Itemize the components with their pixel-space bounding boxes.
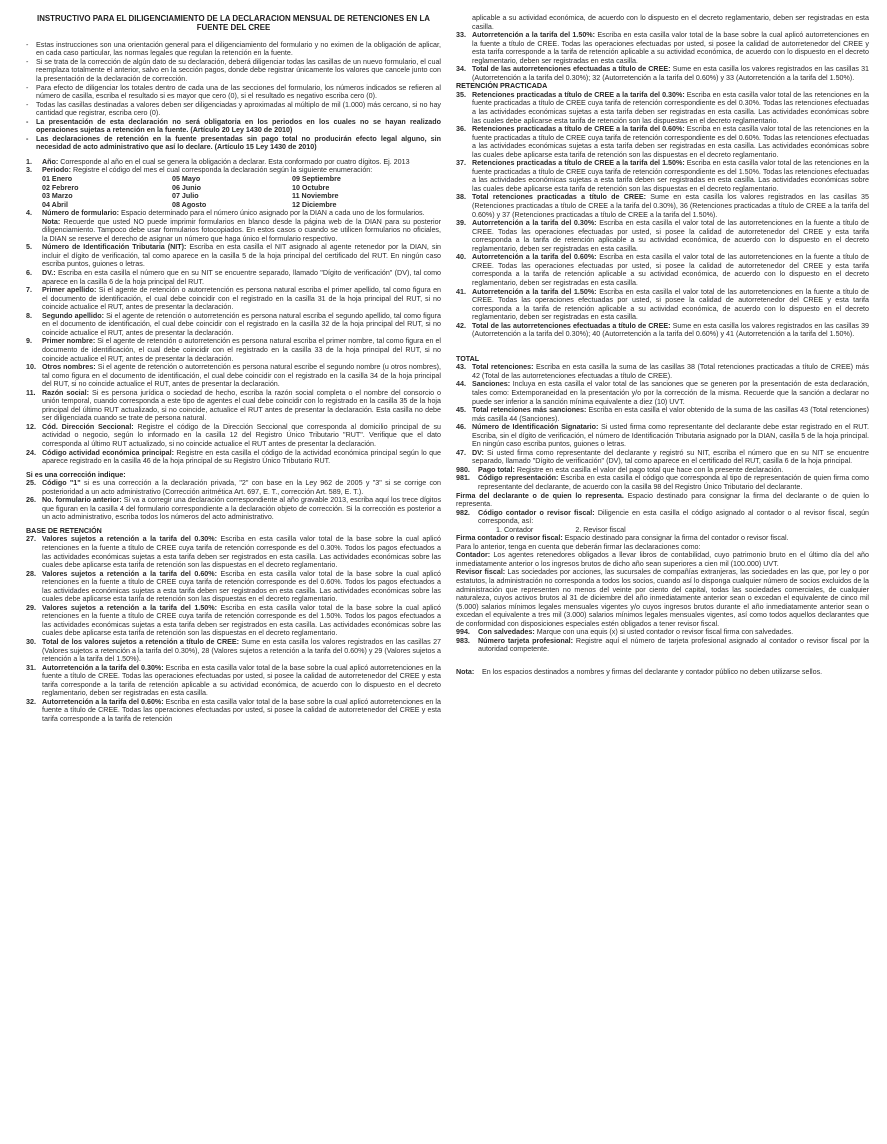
month-code: 04 Abril [42, 200, 68, 209]
month-code: 02 Febrero [42, 183, 79, 192]
month-code: 12 Diciembre [292, 200, 337, 209]
instruction-item-40: 40. Autorretención a la tarifa del 0.60%: Escriba en esta casilla el valor total de las autorretenciones en la fuente a título de CREE. Todas las operaciones efectuadas por usted, si posee la calidad de autorretenedor del CREE y esta tarifa corresponda a la tarifa de retención aplicable a su actividad económica, de acuerdo con lo dispuesto en el decreto reglamentario, deben ser registradas en esta casilla. [456, 253, 869, 287]
note-bullet: - Todas las casillas destinadas a valores deben ser diligenciadas y aproximadas al múltiplo de mil (1.000) más cercano, si no hay cantidad que registrar, escriba cero (0). [26, 101, 441, 118]
month-code-table [42, 175, 441, 209]
instruction-item-980: 980. Pago total: Registre en esta casilla el valor del pago total que hace con la presente declaración. [456, 465, 784, 474]
retention-heading: RETENCIÓN PRACTICADA [456, 82, 548, 91]
instruction-item-26: 26. No. formulario anterior: Si va a corregir una declaración correspondiente al año gravable 2013, escriba aquí los trece dígitos que figuran en la casilla 4 del formulario correspondiente a la declaración objeto de corrección. Si la corrección es posterior a un acto administrativo, escriba todos los números del acto administrativo. [26, 496, 442, 522]
instruction-item-39: 39. Autorretención a la tarifa del 0.30%: Escriba en esta casilla el valor total de las autorretenciones en la fuente a título de CREE. Todas las operaciones efectuadas por usted, si posee la calidad de autorretenedor del CREE y esta tarifa corresponda a la tarifa de retención aplicable a su actividad económica, de acuerdo con lo dispuesto en el decreto reglamentario, deben ser registradas en esta casilla. [456, 219, 869, 253]
revisor-fiscal-definition: Revisor fiscal: Las sociedades por acciones, las sucursales de compañías extranjeras, las sociedades en las que, por ley o por estatutos, la administración no corresponda a todos los socios, cuando así lo disponga cualquier número de socios excluidos de la administración que representen no menos del veinte por ciento del capital, todas las sociedades comerciales, de cualquier naturaleza, cuyos activos brutos al 31 de diciembre del año inmediatamente anterior sean o excedan el equivalente de cinco mil (5.000) salarios mínimos legales mensuales vigentes y/o cuyos ingresos brutos durante el año inmediatamente anterior sean o excedan el equivalente a tres mil (3.000) salarios mínimos legales mensuales vigentes, así como todos aquellos declarantes que de conformidad con disposiciones especiales estén obligados a tener revisor fiscal. [456, 568, 869, 628]
note-bullet: - Para efecto de diligenciar los totales dentro de cada una de las secciones del formulario, los números indicados se refieren al número de casilla, escriba el resultado si es mayor que cero (0), si el resultado es negativo escriba cero (0). [26, 84, 441, 101]
instruction-item-7: 7. Primer apellido: Si el agente de retención o autorretención es persona natural escriba el primer apellido, tal como figura en el documento de identificación, el cual debe coincidir con el registrado en la casilla 31 de la hoja principal del RUT, si no coincide actualice el RUT, antes de presentar la declaración. [26, 286, 442, 312]
instruction-item-1: 1. Año: Corresponde al año en el cual se genera la obligación a declarar. Esta conformado por cuatro dígitos. Ej. 2013 [26, 157, 410, 166]
instruction-item-10: 10. Otros nombres: Si el agente de retención o autorretención es persona natural escribe el segundo nombre (u otros nombres), tal como figura en el documento de identificación, el cual debe coincidir con el registrado en la casilla 34 de la hoja principal del RUT, si no coincide actualice el RUT, antes de presentar la declaración. [26, 363, 442, 389]
base-heading: BASE DE RETENCIÓN [26, 526, 102, 535]
instruction-item-34: 34. Total de las autorretenciones efectuadas a título de CREE: Sume en esta casilla los valores registrados en las casillas 31 (Autorretención a la tarifa del 0.30%); 32 (Autorretención a la tarifa del 0.60%) y 33 (Autorretención a la tarifa del 1.50%). [456, 65, 870, 82]
total-heading: TOTAL [456, 354, 480, 363]
instruction-item-32-continued: aplicable a su actividad económica, de acuerdo con lo dispuesto en el decreto reglamentario, deben ser registradas en esta casilla. [472, 14, 869, 31]
month-code: 11 Noviembre [292, 192, 339, 201]
instruction-item-8: 8. Segundo apellido: Si el agente de retención o autorretención es persona natural escriba el segundo apellido, tal como figura en el documento de identificación, el cual debe coincidir con el registrado en la casilla 32 de la hoja principal del RUT, si no coincide actualice el RUT, antes de presentar la declaración. [26, 311, 441, 337]
instruction-item-28: 28. Valores sujetos a retención a la tarifa del 0.60%: Escriba en esta casilla valor total de la base sobre la cual aplicó retenciones en la fuente a título de CREE cuya tarifa de retención corresponde es del 0.60%. Todos los pagos efectuados a las actividades económicas sujetas a esta tarifa deben ser registrados en esta casilla. Las actividades económicas sobre las cuales debe aplicarse esta tarifa de retención son las dispuestas en el decreto reglamentario. [26, 569, 442, 604]
general-notes [26, 41, 441, 152]
instruction-item-3: 3. Periodo: Registre el código del mes el cual corresponda la declaración según la siguiente enumeración: [26, 166, 373, 175]
instruction-item-9: 9. Primer nombre: Si el agente de retención o autorretención es persona natural escriba el primer nombre, tal como figura en el documento de identificación, el cual debe coincidir con el registrado en la casilla 33 de la hoja principal del RUT, si no coincide actualice el RUT, antes de presentar la declaración. [26, 337, 441, 363]
instruction-item-37: 37. Retenciones practicadas a título de CREE a la tarifa del 1.50%: Escriba en esta casilla valor total de las retenciones en la fuente practicadas a título de CREE cuya tarifa de retención correspondiente es del 1.50%. Todas las retenciones efectuadas a las actividades económicas sujetas a esta tarifa deben ser registradas en esta casilla. Las actividades económicas sobre las cuales debe aplicarse esta tarifa de retención son las dispuestas en el decreto reglamentario. [456, 159, 869, 193]
instruction-item-5: 5. Número de Identificación Tributaria (NIT): Escriba en esta casilla el NIT asignado al agente retenedor por la DIAN, sin incluir el dígito de verificación, tal como aparece en la casilla 5 de la hoja principal del certificado del RUT. En ningún caso escriba puntos, guiones o letras. [26, 243, 441, 269]
accountant-signature-instruction: Firma contador o revisor fiscal: Espacio destinado para consignar la firma del contador o revisor fiscal. [456, 534, 789, 543]
instruction-item-31: 31. Autorretención a la tarifa del 0.30%: Escriba en esta casilla valor total de la base sobre la cual aplicó autorretenciones en la fuente a título de CREE. Todas las operaciones efectuadas por usted, si posee la calidad de autorretenedor del CREE y esta tarifa corresponde a la tarifa de retención aplicable a su actividad económica, de acuerdo con lo dispuesto en el decreto reglamentario, deben ser registradas en esta casilla. [26, 663, 441, 698]
instruction-item-30: 30. Total de los valores sujetos a retención a título de CREE: Sume en esta casilla los valores registrados en las casillas 27 (Valores sujetos a retención a la tarifa del 0.30%), 28 (Valores sujetos a retención a la tarifa del 0.60%) y 29 (Valores sujetos a retención a la tarifa del 1.50%). [26, 638, 442, 664]
instruction-item-45: 45. Total retenciones más sanciones: Escriba en esta casilla el valor obtenido de la suma de las casillas 43 (Total retenciones) más casilla 44 (Sanciones). [456, 406, 870, 423]
note-bullet: - Estas instrucciones son una orientación general para el diligenciamiento del formulario y no eximen de la obligación de aplicar, en cada caso particular, las normas legales que regulan la retención en la fuente. [26, 41, 441, 58]
instruction-item-29: 29. Valores sujetos a retención a la tarifa del 1.50%: Escriba en esta casilla valor total de la base sobre la cual aplicó retenciones en la fuente a título de CREE cuya tarifa de retención corresponde es del 1.50%. Todos los pagos efectuados a las actividades económicas sujetas a esta tarifa deben ser registrados en esta casilla. Las actividades económicas sobre las cuales debe aplicarse esta tarifa de retención son las dispuestas en el decreto reglamentario. [26, 603, 442, 638]
instruction-item-6: 6. DV.: Escriba en esta casilla el número que en su NIT se encuentre separado, llamado "Dígito de verificación" (DV), tal como aparece en la casilla 6 de la hoja principal del RUT. [26, 269, 441, 286]
signatories-intro: Para lo anterior, tenga en cuenta que deberán firmar las declaraciones como: [456, 542, 701, 551]
instruction-item-36: 36. Retenciones practicadas a título de CREE a la tarifa del 0.60%: Escriba en esta casilla valor total de las retenciones en la fuente practicadas a título de CREE cuya tarifa de retención correspondiente es del 0.60%. Todas las retenciones efectuadas a las actividades económicas sujetas a esta tarifa deben ser registradas en esta casilla. Las actividades económicas sobre las cuales debe aplicarse esta tarifa de retención son las dispuestas en el decreto reglamentario. [456, 125, 869, 159]
instruction-item-25: 25. Código "1" si es una corrección a la declaración privada, "2" con base en la Ley 962 de 2005 y "3" si se corrige con posterioridad a un acto administrativo (Corrección aritmética Art. 697, E. T., corrección Art. 589, E. T.). [26, 479, 442, 496]
instruction-item-41: 41. Autorretención a la tarifa del 1.50%: Escriba en esta casilla el valor total de las autorretenciones en la fuente a título de CREE. Todas las operaciones efectuadas por usted, si posee la calidad de autorretenedor del CREE y esta tarifa corresponda a la tarifa de retención aplicable a su actividad económica, de acuerdo con lo dispuesto en el decreto reglamentario, deben ser registradas en esta casilla. [456, 287, 869, 322]
month-code: 05 Mayo [172, 175, 201, 184]
instruction-item-32: 32. Autorretención a la tarifa del 0.60%: Escriba en esta casilla valor total de la base sobre la cual aplicó autorretenciones en la fuente a título de CREE. Todas las operaciones efectuadas por usted, si posee la calidad de autorretenedor del CREE y esta tarifa corresponde a la tarifa de retención [26, 697, 441, 723]
instruction-item-11: 11. Razón social: Si es persona jurídica o sociedad de hecho, escriba la razón social completa o el nombre del consorcio o unión temporal, cuando corresponda a este tipo de agentes el cual debe coincidir con lo registrado en la casilla 35 de la hoja principal del último RUT actualizado, si no coincide, actualice el RUT antes de presentar la declaración. Esta casilla no debe ser diligenciada cuando se trate de persona natural. [26, 388, 441, 423]
month-code: 09 Septiembre [292, 175, 341, 184]
instruction-item-38: 38. Total retenciones practicadas a título de CREE: Sume en esta casilla los valores registrados en las casillas 35 (Retenciones practicadas a título de CREE a la tarifa del 0.30%), 36 (Retenciones practicadas a título de CREE a la tarifa del 0.60%) y 37 (Retenciones practicadas a título de CREE a la tarifa del 1.50%). [456, 193, 870, 219]
month-code: 10 Octubre [292, 183, 330, 192]
instruction-item-46: 46. Número de Identificación Signatario: Si usted firma como representante del declarante debe estar registrado en el RUT. Escriba, sin el dígito de verificación, el número de Identificación Tributaria asignado por la DIAN, casilla 5 de la hoja principal. En ningún caso escriba puntos, guiones o letras. [456, 423, 869, 449]
month-code: 06 Junio [172, 183, 201, 192]
note-bullet: - Si se trata de la corrección de algún dato de su declaración, deberá diligenciar todas las casillas de un nuevo formulario, el cual reemplaza totalmente el anterior, salvo en la sección pagos, donde debe registrar únicamente los valores que cancele junto con la presentación de la declaración de corrección. [26, 58, 441, 84]
instruction-item-47: 47. DV: Si usted firma como representante del declarante y registró su NIT, escriba el número que en su NIT se encuentre separado, llamado "Dígito de verificación" (DV), tal como aparece en el certificado del RUT, casilla 6 de la hoja principal. [456, 448, 870, 466]
month-code: 07 Julio [172, 192, 199, 201]
instruction-item-994: 994. Con salvedades: Marque con una equis (x) si usted contador o revisor fiscal firma con salvedades. [456, 628, 794, 637]
month-code: 01 Enero [42, 175, 73, 184]
instruction-item-33: 33. Autorretención a la tarifa del 1.50%: Escriba en esta casilla valor total de la base sobre la cual aplicó autorretenciones en la fuente a título de CREE. Todas las operaciones efectuadas por usted, si posee la calidad de autorretenedor del CREE y esta tarifa corresponde a la tarifa de retención aplicable a su actividad económica, de acuerdo con lo dispuesto en el decreto reglamentario, deben ser registradas en esta casilla. [456, 31, 870, 65]
option-revisor-fiscal: 2. Revisor fiscal [575, 525, 626, 534]
option-contador: 1. Contador [496, 525, 534, 534]
bold-note-bullet: - La presentación de esta declaración no será obligatoria en los periodos en los cuales no se hayan realizado operaciones sujetas a retención en la fuente. (Artículo 20 Ley 1430 de 2010) [26, 118, 441, 135]
bold-note-bullet: - Las declaraciones de retención en la fuente presentadas sin pago total no producirán efecto legal alguno, sin necesidad de acto administrativo que así lo declare. (Artículo 15 Ley 1430 de 2010) [26, 135, 441, 152]
instruction-item-981: 981. Código representación: Escriba en esta casilla el código que corresponda al tipo de representación de quien firma como representante del declarante, de acuerdo con la casilla 98 del Registro Único Tributario del declarante. [456, 474, 870, 491]
month-code: 08 Agosto [172, 200, 207, 209]
final-note: Nota: En los espacios destinados a nombres y firmas del declarante y contador público no deben utilizarse sellos. [456, 667, 823, 676]
month-code: 03 Marzo [42, 192, 73, 201]
instruction-item-4: 4. Número de formulario: Espacio determinado para el número único asignado por la DIAN a cada uno de los formularios. [26, 209, 425, 218]
instruction-item-44: 44. Sanciones: Incluya en esta casilla el valor total de las sanciones que se generen por la presentación de esta declaración, tales como: Extemporaneidad en la presentación y/o por la corrección de la misma. Recuerde que la sanción a declarar no puede ser inferior a la sanción mínima equivalente a diez (10) UVT. [456, 380, 869, 406]
declarant-signature-instruction: Firma del declarante o de quien lo representa. Espacio destinado para consignar la firma del declarante o de quien lo representa. [456, 491, 869, 509]
right-column [456, 14, 869, 684]
instruction-item-4-note: Nota: Recuerde que usted NO puede imprimir formularios en blanco desde la página web de la DIAN para su posterior diligenciamiento. Tampoco debe usar formularios fotocopiados. En estos casos o cuando se utilicen formularios no oficiales, la DIAN se reserve el derecho de asignar un número que haga único el formulario respectivo. [42, 217, 441, 243]
contador-definition: Contador: Los agentes retenedores obligados a llevar libros de contabilidad, cuyo patrimonio bruto en el último día del año inmediatamente anterior o los ingresos brutos de dicho año sean superiores a cien mil (100.000) UVT. [456, 551, 870, 568]
instruction-item-12: 12. Cód. Dirección Seccional: Registre el código de la Dirección Seccional que corresponda al domicilio principal de su actividad o negocio, según lo informado en la casilla 12 del Registro Único Tributario "RUT". Verifique que el dato corresponda al último RUT actualizado, si no coincide actualice el RUT antes de presentar la declaración. [26, 422, 442, 448]
left-column [26, 14, 441, 723]
instruction-item-27: 27. Valores sujetos a retención a la tarifa del 0.30%: Escriba en esta casilla valor total de la base sobre la cual aplicó retenciones en la fuente a título de CREE cuya tarifa de retención corresponde es del 0.30%. Todos los pagos efectuados a las actividades económicas sujetas a esta tarifa deben ser registrados en esta casilla. Las actividades económicas sobre las cuales debe aplicarse esta tarifa de retención son las dispuestas en el decreto reglamentario. [26, 535, 442, 570]
instruction-item-42: 42. Total de las autorretenciones efectuadas a título de CREE: Sume en esta casilla los valores registrados en las casillas 39 (Autorretención a la tarifa del 0.30%); 40 (Autorretención a la tarifa del 0.60%) y 41 (Autorretención a la tarifa del 1.50%). [456, 321, 870, 339]
instruction-item-982: 982. Código contador o revisor fiscal: Diligencie en esta casilla el código asignado al contador o al revisor fiscal, según corresponda, así: [456, 508, 870, 526]
instruction-item-35: 35. Retenciones practicadas a título de CREE a la tarifa del 0.30%: Escriba en esta casilla valor total de las retenciones en la fuente practicadas a título de CREE cuya tarifa de retención correspondiente es del 0.30%. Todas las retenciones efectuadas a las actividades económicas sujetas a esta tarifa deben ser registradas en esta casilla. Las actividades económicas sobre las cuales debe aplicarse esta tarifa de retención son las dispuestas en el decreto reglamentario. [456, 90, 869, 125]
instruction-item-43: 43. Total retenciones: Escriba en esta casilla la suma de las casillas 38 (Total retenciones practicadas a título de CREE) más 42 (Total de las autorretenciones efectuadas a título de CREE). [456, 363, 869, 380]
instruction-item-24: 24. Código actividad económica principal: Registre en esta casilla el código de la actividad económica principal según lo que aparece registrado en la casilla 46 de la hoja principal de su Registro Único Tributario RUT. [26, 448, 442, 466]
correction-heading: Si es una corrección indique: [26, 470, 126, 479]
accountant-code-options [496, 526, 869, 535]
instruction-item-983: 983. Número tarjeta profesional: Registre aquí el número de tarjeta profesional asignado al contador o revisor fiscal por la autoridad competente. [456, 636, 869, 654]
document-title: INSTRUCTIVO PARA EL DILIGENCIAMIENTO DE LA DECLARACION MENSUAL DE RETENCIONES EN LA FUENTE DEL CREE [37, 14, 430, 33]
